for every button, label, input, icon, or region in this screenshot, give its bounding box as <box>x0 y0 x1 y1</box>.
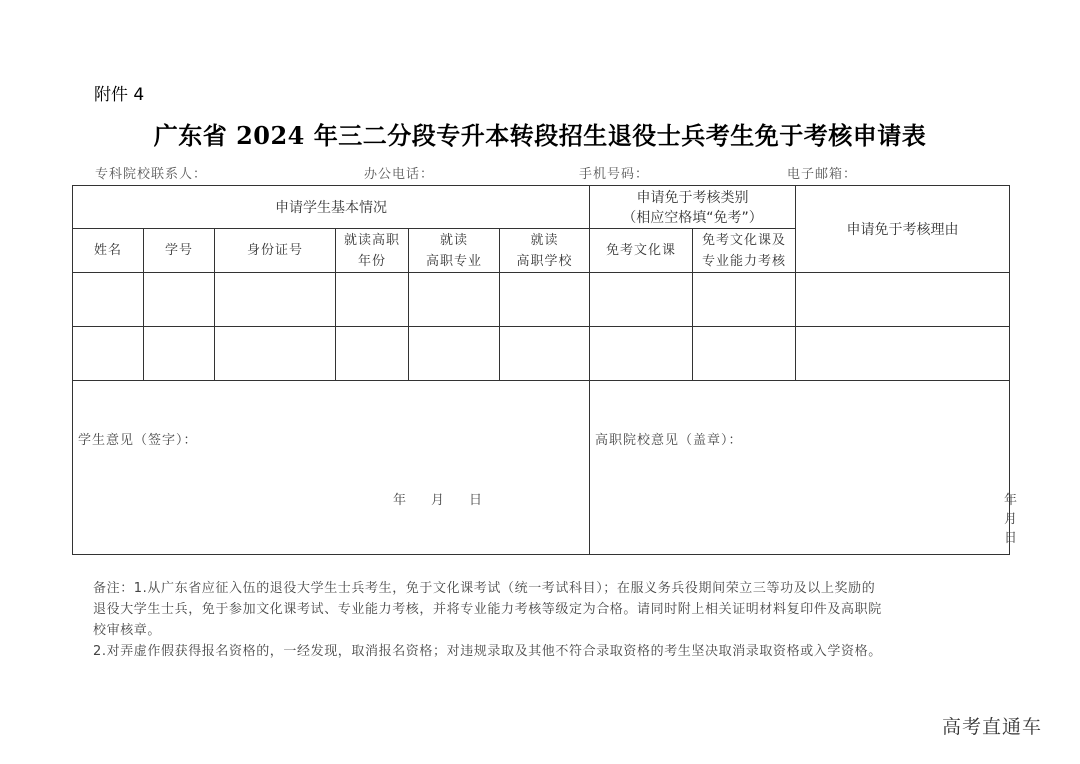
remark-line: 校审核章。 <box>93 623 162 638</box>
remark-line: 2.对弄虚作假获得报名资格的，一经发现，取消报名资格；对违规录取及其他不符合录取资格的考生坚决取消录取资格或入学资格。 <box>93 644 882 659</box>
date-year-label: 年 <box>393 493 407 508</box>
office-phone-label: 办公电话： <box>364 167 435 182</box>
date-month-label: 月 <box>431 493 445 508</box>
category-header-line2: （相应空格填“免考”） <box>622 210 763 226</box>
college-contact-label: 专科院校联系人： <box>95 167 208 182</box>
school-date <box>1004 489 1042 546</box>
cell-reason[interactable] <box>796 327 1010 381</box>
attachment-label: 附件 4 <box>94 85 145 105</box>
category-header-line1: 申请免于考核类别 <box>636 190 749 206</box>
col-major-line2: 高职专业 <box>425 253 482 269</box>
category-header <box>590 186 796 229</box>
col-name: 姓名 <box>73 229 144 273</box>
date-month-label: 月 <box>1004 512 1018 527</box>
col-id-number: 身份证号 <box>215 229 336 273</box>
remarks <box>93 578 993 662</box>
col-year-line2: 年份 <box>357 253 386 269</box>
col-exempt-both <box>693 229 796 273</box>
cell-reason[interactable] <box>796 273 1010 327</box>
school-opinion-label: 高职院校意见（盖章）： <box>595 433 743 448</box>
col-year <box>336 229 409 273</box>
application-table <box>72 185 1018 555</box>
mobile-label: 手机号码： <box>579 167 650 182</box>
date-day-label: 日 <box>1004 531 1018 546</box>
email-label: 电子邮箱： <box>787 167 858 182</box>
cell-id-number[interactable] <box>215 273 336 327</box>
watermark: 高考直通车 <box>942 716 1043 738</box>
cell-major[interactable] <box>409 273 500 327</box>
cell-school[interactable] <box>500 327 590 381</box>
reason-header: 申请免于考核理由 <box>796 186 1010 273</box>
col-major-line1: 就读 <box>439 232 468 248</box>
cell-exempt-both[interactable] <box>693 327 796 381</box>
remark-line: 备注：1.从广东省应征入伍的退役大学生士兵考生，免于文化课考试（统一考试科目）；在服义务兵役期间荣立三等功及以上奖励的 <box>93 581 876 596</box>
col-school <box>500 229 590 273</box>
col-major <box>409 229 500 273</box>
cell-exempt-both[interactable] <box>693 273 796 327</box>
blank-row <box>73 273 1010 327</box>
cell-name[interactable] <box>73 273 144 327</box>
cell-exempt-culture[interactable] <box>590 327 693 381</box>
col-school-line2: 高职学校 <box>516 253 573 269</box>
cell-id-number[interactable] <box>215 327 336 381</box>
col-exempt-culture: 免考文化课 <box>590 229 693 273</box>
date-day-label: 日 <box>469 493 483 508</box>
student-opinion-label: 学生意见（签字）： <box>78 433 198 448</box>
cell-student-id[interactable] <box>144 273 215 327</box>
student-date <box>393 489 507 508</box>
col-year-line1: 就读高职 <box>343 232 400 248</box>
col-student-id: 学号 <box>144 229 215 273</box>
basic-info-header: 申请学生基本情况 <box>73 186 590 229</box>
cell-school[interactable] <box>500 273 590 327</box>
cell-year[interactable] <box>336 327 409 381</box>
student-opinion-cell[interactable] <box>73 381 590 555</box>
school-opinion-cell[interactable] <box>590 381 1018 555</box>
cell-year[interactable] <box>336 273 409 327</box>
blank-row <box>73 327 1010 381</box>
remark-line: 退役大学生士兵，免于参加文化课考试、专业能力考核，并将专业能力考核等级定为合格。请同时附上相关证明材料复印件及高职院 <box>93 602 882 617</box>
cell-exempt-culture[interactable] <box>590 273 693 327</box>
date-year-label: 年 <box>1004 493 1018 508</box>
cell-student-id[interactable] <box>144 327 215 381</box>
col-exempt-both-line1: 免考文化课及 <box>702 232 787 248</box>
cell-major[interactable] <box>409 327 500 381</box>
col-exempt-both-line2: 专业能力考核 <box>702 253 787 269</box>
col-school-line1: 就读 <box>530 232 559 248</box>
cell-name[interactable] <box>73 327 144 381</box>
form-title: 广东省 2024 年三二分段专升本转段招生退役士兵考生免于考核申请表 <box>153 121 927 150</box>
